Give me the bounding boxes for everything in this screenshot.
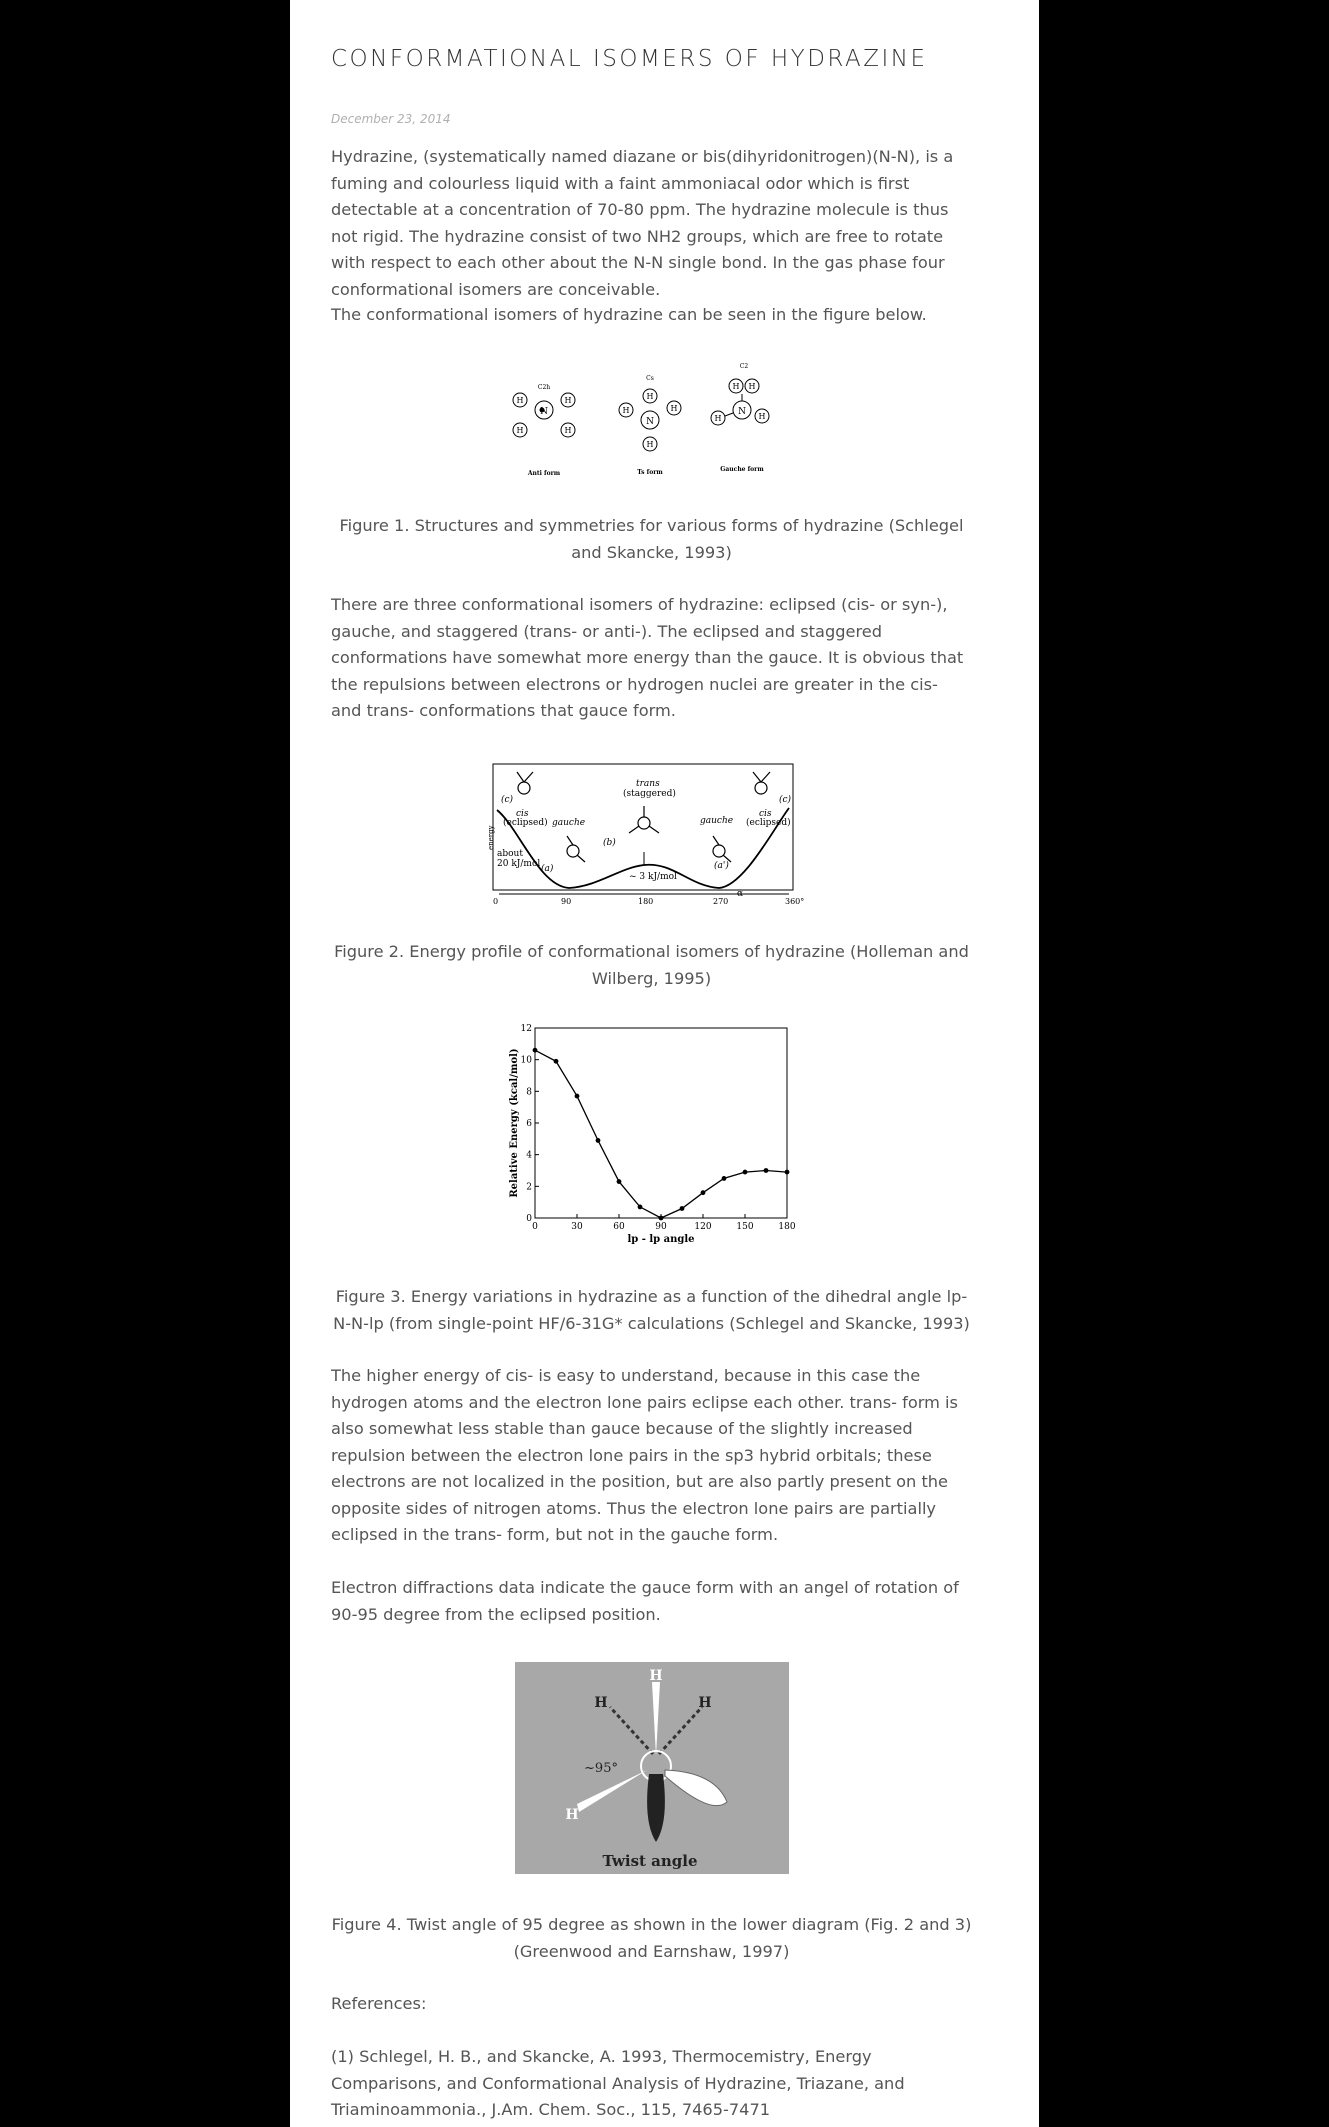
data-point — [701, 1190, 706, 1195]
fig2-xtick-270: 270 — [713, 897, 729, 906]
post-date[interactable]: December 23, 2014 — [331, 112, 451, 126]
data-point — [575, 1094, 580, 1099]
fig2-a-prime-label: (a') — [714, 861, 729, 871]
fig1-n-anti: N — [540, 407, 548, 417]
y-axis-label: Relative Energy (kcal/mol) — [509, 1048, 520, 1198]
fig1-sym-ts: Cs — [646, 375, 654, 382]
reference-1: (1) Schlegel, H. B., and Skancke, A. 1993, Thermocemistry, Energy Comparisons, and Conformational Analysis of Hydrazine, Triazane, and Triaminoammonia., J.Am. Chem. Soc., 115, 7465-7471 — [331, 2047, 905, 2119]
fig1-h-3: H — [516, 426, 524, 435]
paragraph-intro: Hydrazine, (systematically named diazane or bis(dihyridonitrogen)(N-N), is a fuming and colourless liquid with a faint ammoniacal odor which is first detectable at a concentration of 70-80 ppm. The hydrazine molecule is thus not rigid. The hydrazine consist of two NH2 groups, which are free to rotate with respect to each other about the N-N single bond. In the gas phase four conformational isomers are conceivable. — [331, 147, 954, 299]
fig2-b-label: (b) — [603, 838, 616, 848]
fig4-h-left: H — [565, 1807, 579, 1823]
x-tick-label: 150 — [736, 1222, 754, 1232]
data-point — [659, 1216, 664, 1221]
fig2-xtick-360: 360° — [785, 897, 805, 906]
data-point — [680, 1206, 685, 1211]
fig2-cis-label-left: cis — [516, 809, 529, 819]
chart-frame — [535, 1028, 787, 1218]
fig2-c-left: (c) — [501, 795, 514, 805]
fig2-c-right: (c) — [779, 795, 792, 805]
fig1-h-1: H — [516, 396, 524, 405]
y-tick-label: 12 — [520, 1024, 532, 1034]
fig2-gauche-label-right: gauche — [700, 816, 734, 826]
fig1-sym-gauche: C2 — [739, 363, 749, 370]
fig1-h-11: H — [714, 414, 722, 423]
fig2-about-label: about — [497, 849, 523, 859]
fig2-gauche-label-left: gauche — [552, 818, 586, 828]
fig2-xtick-180: 180 — [638, 897, 654, 906]
y-tick-label: 10 — [520, 1055, 532, 1066]
x-tick-label: 0 — [532, 1222, 538, 1232]
references-heading: References: — [331, 1994, 427, 2013]
fig4-h-dash-right: H — [698, 1695, 712, 1711]
x-tick-label: 60 — [613, 1222, 625, 1232]
data-point — [638, 1205, 643, 1210]
fig1-n-ts: N — [646, 417, 654, 427]
fig1-h-6: H — [622, 406, 630, 415]
data-point — [764, 1168, 769, 1173]
paragraph-isomers: There are three conformational isomers of hydrazine: eclipsed (cis- or syn-), gauche, and staggered (trans- or anti-). The eclipsed and staggered conformations have somewhat more energy than the gauce. It is obvious that the repulsions between electrons or hydrogen nuclei are greater in the cis- and trans- conformations that gauce form. — [331, 595, 964, 720]
y-tick-label: 8 — [526, 1087, 532, 1098]
page-title: CONFORMATIONAL ISOMERS OF HYDRAZINE — [331, 46, 928, 72]
fig2-trans-label: trans — [636, 779, 660, 789]
data-point — [596, 1138, 601, 1143]
x-tick-label: 180 — [778, 1222, 796, 1232]
x-tick-label: 30 — [571, 1222, 583, 1232]
fig4-angle-label: ~95° — [584, 1761, 618, 1776]
caption-figure-3: Figure 3. Energy variations in hydrazine as a function of the dihedral angle lp-N-N-lp (from single-point HF/6-31G* calculations (Schlegel and Skancke, 1993) — [333, 1287, 970, 1333]
fig2-alpha-label: α — [737, 889, 744, 899]
paragraph-cis-energy: The higher energy of cis- is easy to understand, because in this case the hydrogen atoms and the electron lone pairs eclipse each other. trans- form is also somewhat less stable than gauce because of the slightly increased repulsion between the electron lone pairs in the sp3 hybrid orbitals; these electrons are not localized in the position, but are also partly present on the opposite sides of nitrogen atoms. Thus the electron lone pairs are partially eclipsed in the trans- form, but not in the gauche form. — [331, 1366, 958, 1544]
fig2-energy-axis-label: energy — [487, 825, 495, 850]
fig2-eclipsed-label-right: (eclipsed) — [746, 818, 791, 828]
fig2-20kj-label: 20 kJ/mol — [497, 859, 541, 869]
data-point — [533, 1048, 538, 1053]
fig1-n-gauche: N — [738, 407, 746, 417]
figure-1-structures — [492, 358, 812, 482]
data-point — [554, 1059, 559, 1064]
data-point — [617, 1179, 622, 1184]
fig2-eclipsed-label-left: (eclipsed) — [503, 818, 548, 828]
fig1-h-4: H — [564, 426, 572, 435]
fig4-h-dash-left: H — [594, 1695, 608, 1711]
fig2-a-label: (a) — [541, 864, 554, 874]
fig4-h-top: H — [649, 1668, 663, 1684]
fig1-h-2: H — [564, 396, 572, 405]
fig2-xtick-90: 90 — [561, 897, 572, 906]
caption-figure-2: Figure 2. Energy profile of conformational isomers of hydrazine (Holleman and Wilberg, 1995) — [334, 942, 969, 988]
y-tick-label: 2 — [526, 1182, 532, 1193]
data-point — [722, 1176, 727, 1181]
fig4-twist-label: Twist angle — [602, 1852, 698, 1870]
fig1-label-ts: Ts form — [637, 469, 663, 476]
y-tick-label: 4 — [526, 1150, 532, 1161]
fig1-h-10: H — [748, 382, 756, 391]
fig2-xtick-0: 0 — [493, 897, 499, 906]
x-tick-label: 90 — [655, 1222, 667, 1232]
fig2-3kj-label: ~ 3 kJ/mol — [629, 872, 677, 882]
figure-4-twist-angle — [515, 1662, 789, 1874]
caption-figure-1: Figure 1. Structures and symmetries for various forms of hydrazine (Schlegel and Skancke, 1993) — [339, 516, 964, 562]
fig1-label-gauche: Gauche form — [720, 466, 764, 473]
paragraph-figure-intro: The conformational isomers of hydrazine can be seen in the figure below. — [331, 305, 927, 324]
fig1-h-12: H — [758, 412, 766, 421]
data-point — [785, 1170, 790, 1175]
x-axis-label: lp - lp angle — [627, 1234, 695, 1245]
fig2-staggered-label: (staggered) — [623, 789, 676, 799]
figure-2-energy-profile — [489, 758, 819, 906]
y-tick-label: 6 — [526, 1119, 532, 1129]
fig1-h-7: H — [670, 404, 678, 413]
fig2-cis-label-right: cis — [759, 809, 772, 819]
fig1-h-8: H — [646, 440, 654, 449]
fig1-h-9: H — [732, 382, 740, 391]
data-point — [743, 1170, 748, 1175]
caption-figure-4: Figure 4. Twist angle of 95 degree as shown in the lower diagram (Fig. 2 and 3) (Greenwood and Earnshaw, 1997) — [331, 1915, 972, 1961]
figure-3-energy-chart — [493, 1020, 811, 1250]
fig1-sym-anti: C2h — [537, 384, 551, 391]
y-tick-label: 0 — [526, 1214, 532, 1224]
paragraph-electron-diffraction: Electron diffractions data indicate the gauce form with an angel of rotation of 90-95 degree from the eclipsed position. — [331, 1578, 959, 1624]
fig1-label-anti: Anti form — [527, 470, 561, 477]
fig1-h-5: H — [646, 392, 654, 401]
article-page — [290, 0, 1039, 2127]
x-tick-label: 120 — [694, 1222, 712, 1232]
